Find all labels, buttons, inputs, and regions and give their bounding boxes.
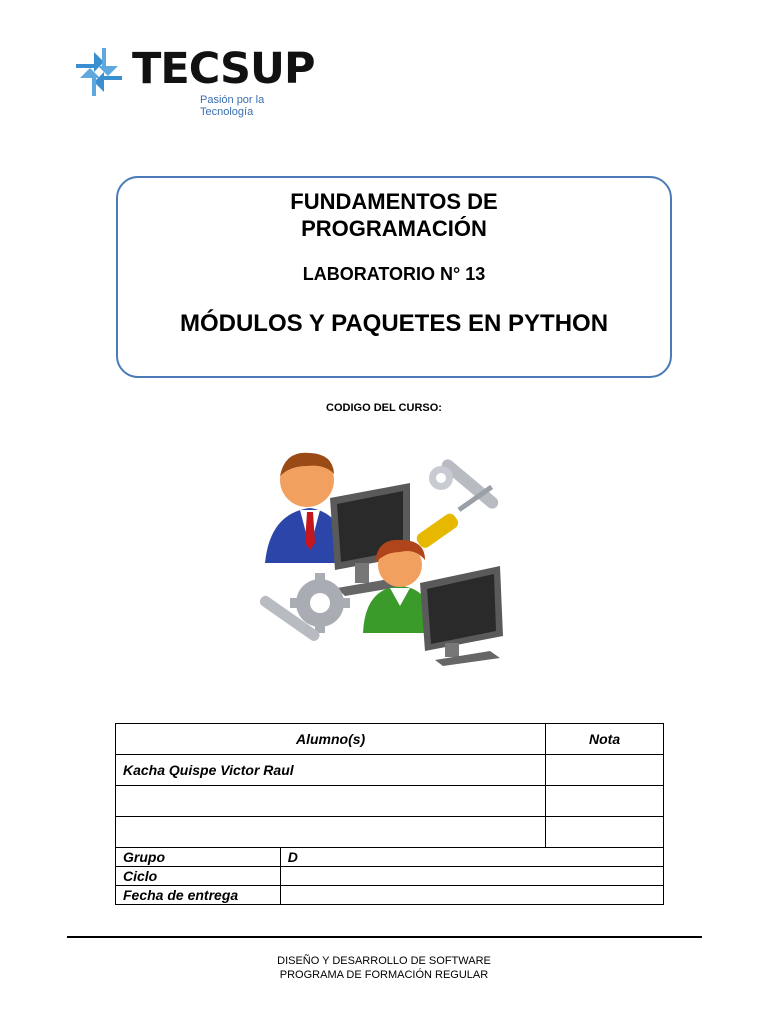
course-title	[118, 188, 670, 242]
table-row	[116, 786, 664, 817]
cycle-label: Ciclo	[116, 867, 281, 886]
monitor-front-icon	[420, 566, 503, 666]
date-row	[116, 886, 664, 905]
logo-wordmark: TECSUP	[132, 44, 315, 94]
table-row	[116, 817, 664, 848]
logo-tagline: Pasión por la Tecnología	[200, 94, 265, 118]
grade-cell	[546, 786, 664, 817]
date-value	[280, 886, 663, 905]
cycle-value	[280, 867, 663, 886]
footer-line1: DISEÑO Y DESARROLLO DE SOFTWARE	[277, 955, 491, 967]
title-box	[116, 176, 672, 378]
group-label: Grupo	[116, 848, 281, 867]
header-grade: Nota	[546, 724, 664, 755]
students-table	[115, 723, 664, 905]
grade-cell	[546, 817, 664, 848]
table-row	[116, 755, 664, 786]
tecsup-logo-icon	[70, 42, 128, 102]
grade-cell	[546, 755, 664, 786]
table-header-row	[116, 724, 664, 755]
lab-number: LABORATORIO N° 13	[302, 264, 486, 284]
tools-icon	[414, 457, 500, 550]
footer	[0, 954, 768, 982]
student-name-cell	[116, 786, 546, 817]
group-value: D	[280, 848, 663, 867]
date-label: Fecha de entrega	[116, 886, 281, 905]
programmers-illustration	[245, 448, 515, 668]
student-name-cell: Kacha Quispe Victor Raul	[116, 755, 546, 786]
group-row	[116, 848, 664, 867]
lab-topic: MÓDULOS Y PAQUETES EN PYTHON	[179, 310, 609, 337]
course-title-line1: FUNDAMENTOS DE	[290, 189, 498, 214]
footer-line2: PROGRAMA DE FORMACIÓN REGULAR	[279, 969, 489, 981]
cycle-row	[116, 867, 664, 886]
student-name-cell	[116, 817, 546, 848]
header-students: Alumno(s)	[116, 724, 546, 755]
footer-divider	[67, 936, 702, 938]
tecsup-logo	[70, 40, 320, 118]
course-code-label: CODIGO DEL CURSO:	[326, 402, 442, 414]
course-title-line2: PROGRAMACIÓN	[301, 216, 487, 241]
